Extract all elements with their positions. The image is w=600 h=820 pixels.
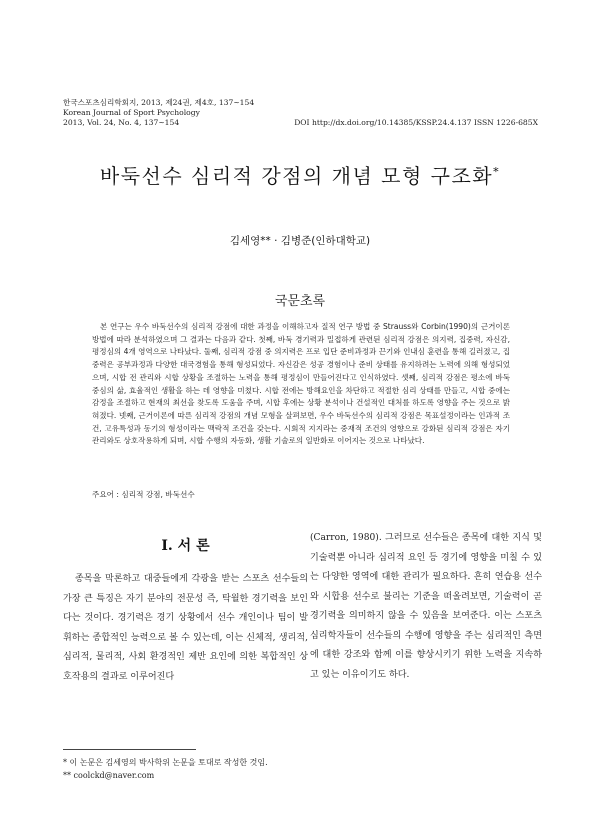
paper-title-text: 바둑선수 심리적 강점의 개념 모형 구조화 [99, 164, 494, 188]
footnote-1: * 이 논문은 김세영의 박사학위 논문을 토대로 작성한 것임. [63, 758, 268, 767]
section-heading-introduction: I. 서 론 [161, 538, 210, 554]
journal-line-english: Korean Journal of Sport Psychology [63, 108, 200, 117]
footnote-2: ** coolckd@naver.com [63, 771, 155, 780]
body-column-left: 종목을 막론하고 대중들에게 각광을 받는 스포츠 선수들의 가장 큰 특징은 자기 분야의 전문성 즉, 탁월한 경기력을 보인다는 것이다. 경기력은 경기 상황에서 선수 개인이나 팀이 발휘하는 종합적인 능력으로 볼 수 있는데, 이는 신체적, 생리적, 심리적, 물리적, 사회 환경적인 제반 요인에 의한 복합적인 상호작용의 결과로 이루어진다 [63, 574, 308, 682]
keywords-line: 주요어 : 심리적 강점, 바둑선수 [92, 490, 195, 499]
paper-title [0, 160, 600, 189]
footnote-divider [63, 749, 196, 750]
journal-line-korean: 한국스포츠심리학회지, 2013, 제24권, 제4호, 137~154 [63, 98, 255, 107]
author-line: 김세영** · 김병준(인하대학교) [229, 235, 371, 247]
journal-volume-line: 2013, Vol. 24, No. 4, 137~154 [63, 118, 180, 127]
doi-issn-line: DOI http://dx.doi.org/10.14385/KSSP.24.4.137 ISSN 1226-685X [294, 118, 538, 127]
body-column-right: (Carron, 1980). 그러므로 선수들은 종목에 대한 지식 및 기술력뿐 아니라 심리적 요인 등 경기에 영향을 미칠 수 있는 다양한 영역에 대한 관리가 필요하다. 흔히 연습용 선수와 시합용 선수로 불리는 기준을 떠올려보면, 기술력이 곧 경기력을 의미하지 않을 수 있음을 보여준다. 이는 스포츠 심리학자들이 선수들의 수행에 영향을 주는 심리적인 측면에 대한 강조와 함께 이를 향상시키기 위한 노력을 지속하고 있는 이유이기도 하다. [310, 533, 542, 680]
abstract-heading: 국문초록 [274, 294, 326, 309]
title-footnote-mark: * [493, 165, 501, 179]
abstract-body: 본 연구는 우수 바둑선수의 심리적 강점에 대한 과정을 이해하고자 질적 연구 방법 중 Strauss와 Corbin(1990)의 근거이론 방법에 따라 분석하였으며 그 결과는 다음과 같다. 첫째, 바둑 경기력과 밀접하게 관련된 심리적 강점은 의지력, 집중력, 자신감, 평정심의 4개 영역으로 나타났다. 둘째, 심리적 강점 중 의지력은 프로 입단 준비과정과 끈기와 인내심 훈련을 통해 길러졌고, 집중력은 공부과정과 다양한 대국경험을 통해 형성되었다. 자신감은 성공 경험이나 준비 상태를 유지하려는 노력에 의해 형성되었으며, 시합 전 관리와 시합 상황을 조절하는 노력을 통해 평정심이 만들어진다고 인식하였다. 셋째, 심리적 강점은 평소에 바둑 중심의 삶, 효율적인 생활을 하는 데 영향을 미쳤다. 시합 전에는 방해요인을 차단하고 적절한 심리 상태를 만들고, 시합 중에는 감정을 조절하고 현재의 최선을 찾도록 도움을 주며, 시합 후에는 상황 분석이나 건설적인 대처를 하도록 영향을 주는 것으로 밝혀졌다. 넷째, 근거이론에 따른 심리적 강점의 개념 모형을 살펴보면, 우수 바둑선수의 심리적 강점은 목표설정이라는 인과적 조건, 고유특성과 동기의 형성이라는 맥락적 조건을 갖는다. 시회적 지지라는 중재적 조건의 영향으로 강화된 심리적 강점은 자기관리와도 상호작용하게 되며, 시합 수행의 자동화, 생활 기술로의 일반화로 이어지는 것으로 나타났다. [92, 322, 510, 446]
